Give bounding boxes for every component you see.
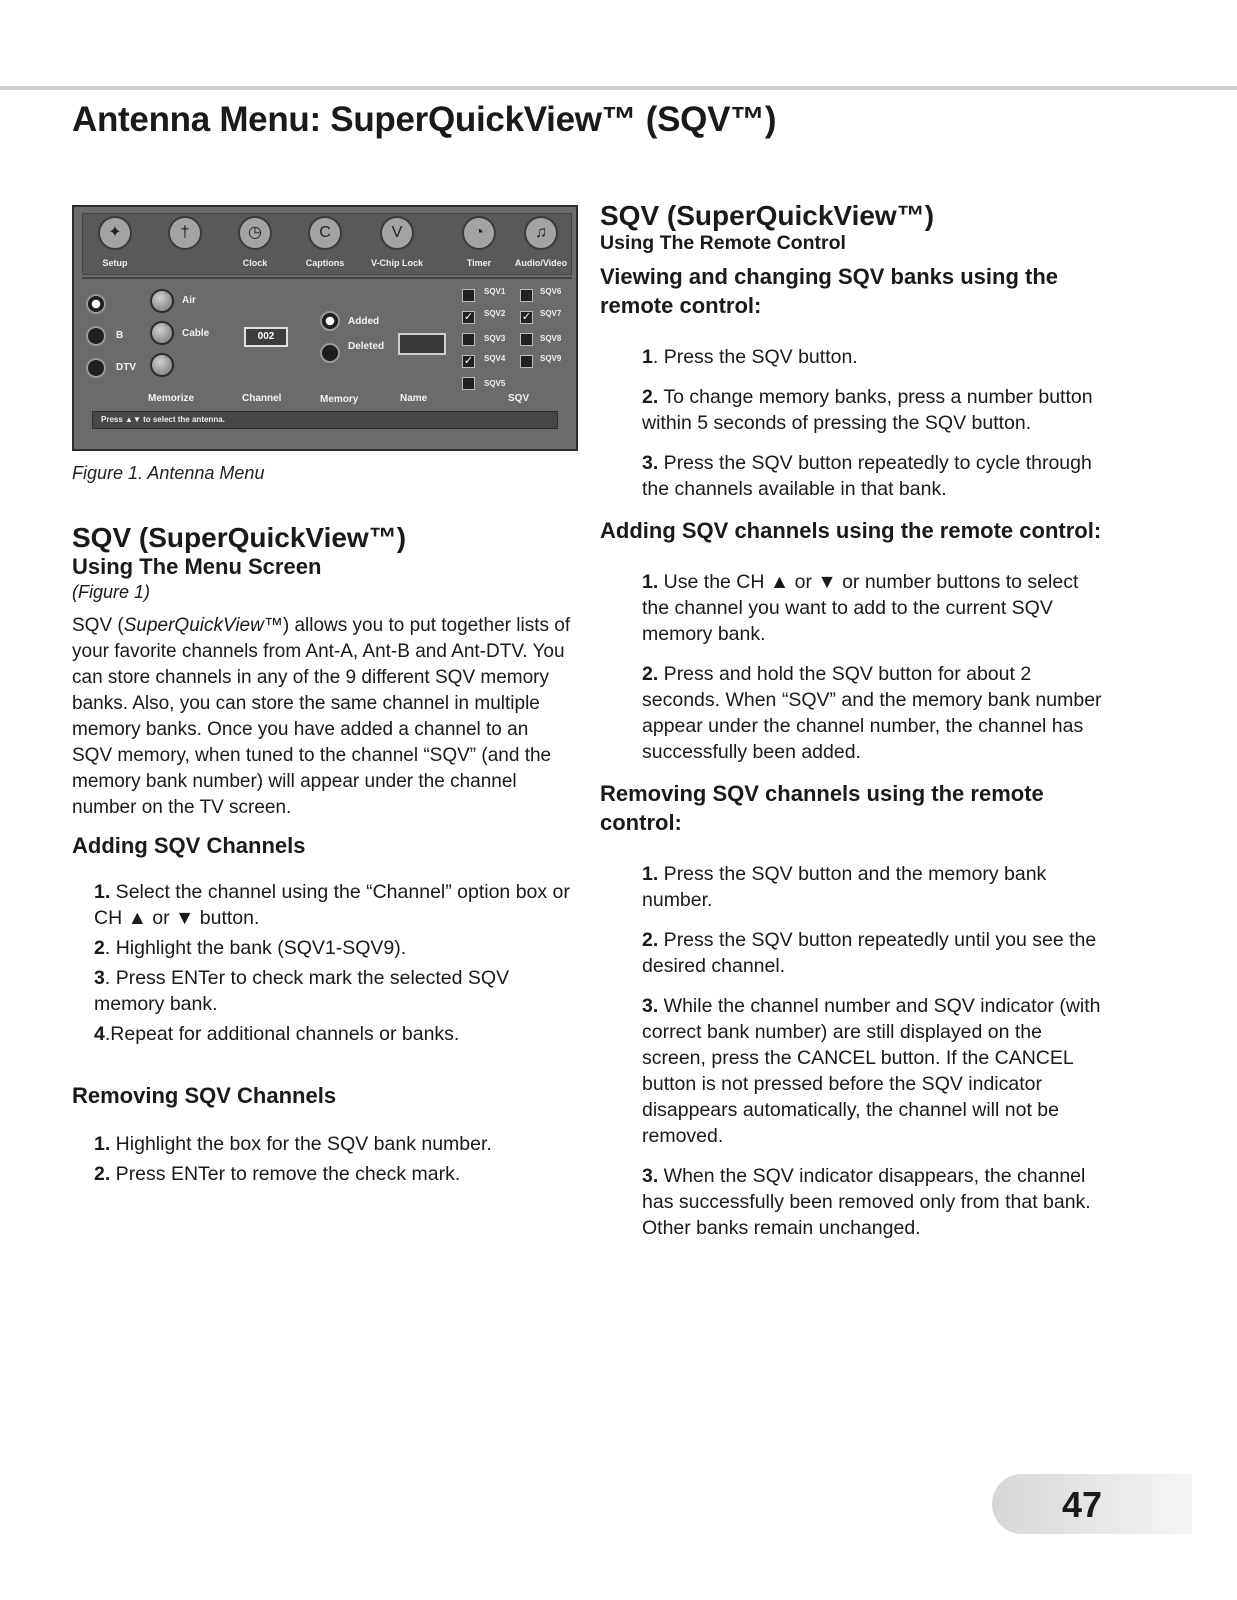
step-number: 2. (642, 663, 659, 685)
step-item (642, 927, 1110, 979)
antenna-b-radio (86, 326, 106, 346)
removing-remote-heading: Removing SQV channels using the remote control: (600, 781, 1044, 835)
step-number: 2. (642, 386, 659, 408)
menu-item-label: Clock (242, 258, 268, 268)
column-label: Channel (242, 393, 282, 404)
step-number: 2 (94, 937, 105, 959)
step-number: 1. (642, 571, 659, 593)
step-item (642, 450, 1110, 502)
adding-remote-steps (600, 569, 1110, 765)
sqv-label: SQV8 (540, 334, 562, 343)
step-text: Press and hold the SQV button for about 2 seconds. When “SQV” and the memory bank number appear under the channel number, the channel has successfully been added. (642, 663, 1102, 763)
captions-icon: C (308, 216, 342, 250)
sqv-label: SQV5 (484, 379, 506, 388)
timer-icon: ◔ (462, 216, 496, 250)
antenna-label: B (116, 330, 124, 341)
menu-item-vchip (365, 216, 429, 268)
menu-item-audio-video (509, 216, 573, 268)
sqv-label: SQV2 (484, 309, 506, 318)
clock-icon: ◷ (238, 216, 272, 250)
column-label: Memory (320, 394, 359, 405)
sqv-label: SQV6 (540, 287, 562, 296)
satellite-icon: ✦ (98, 216, 132, 250)
step-text: . Press ENTer to check mark the selected SQV memory bank. (94, 967, 510, 1015)
step-number: 1. (94, 1133, 111, 1155)
step-number: 1. (94, 881, 111, 903)
step-item (94, 1131, 572, 1157)
step-text: Highlight the box for the SQV bank number. (110, 1133, 492, 1155)
sqv-checkbox (462, 333, 475, 346)
antenna-label: DTV (116, 362, 136, 373)
step-item (642, 661, 1110, 765)
step-item (642, 344, 1110, 370)
step-text: . Highlight the bank (SQV1-SQV9). (104, 937, 407, 959)
left-column (72, 205, 572, 1187)
menu-item-label: Captions (305, 258, 345, 268)
step-item (94, 879, 572, 931)
step-number: 2. (642, 929, 659, 951)
sqv-label: SQV7 (540, 309, 562, 318)
antenna-icon: † (168, 216, 202, 250)
column-label: Memorize (148, 393, 195, 404)
removing-heading: Removing SQV Channels (72, 1083, 337, 1108)
sqv-label: SQV3 (484, 334, 506, 343)
viewing-steps (600, 344, 1110, 502)
intro-text: ™) allows you to put together lists of your favorite channels from Ant-A, Ant-B and Ant-DTV. You can store channels in any of the 9 different SQV memory banks. Also, you can store the same channel in multiple memory banks. Once you have added a channel to an SQV memory, when tuned to the channel “SQV” (and the memory bank number) will appear under the channel number on the TV screen. (72, 615, 571, 818)
step-text: . Press the SQV button. (652, 346, 858, 368)
cable-knob (150, 321, 174, 345)
header-rule (0, 86, 1237, 90)
removing-steps (72, 1131, 572, 1187)
section-heading: SQV (SuperQuickView™) (72, 522, 407, 553)
memorize-knob (150, 353, 174, 377)
memory-label: Added (348, 316, 380, 327)
right-column (600, 200, 1110, 1241)
step-text: .Repeat for additional channels or banks. (104, 1023, 460, 1045)
step-number: 1 (642, 346, 653, 368)
menu-item-label: Setup (102, 258, 128, 268)
status-bar: Press ▲▼ to select the antenna. (92, 411, 558, 429)
step-number: 1. (642, 863, 659, 885)
sqv-label: SQV4 (484, 354, 506, 363)
section-subheading: Using The Remote Control (600, 232, 846, 254)
step-item (642, 861, 1110, 913)
step-number: 3. (642, 995, 659, 1017)
air-knob (150, 289, 174, 313)
menu-item-label: Audio/Video (514, 258, 568, 268)
sqv-checkbox (520, 289, 533, 302)
page-title: Antenna Menu: SuperQuickView™ (SQV™) (72, 100, 777, 139)
column-label: Name (400, 393, 428, 404)
source-label: Cable (182, 328, 210, 339)
adding-remote-heading: Adding SQV channels using the remote control: (600, 518, 1102, 543)
antenna-menu-figure (72, 205, 578, 451)
step-text: Use the CH ▲ or ▼ or number buttons to select the channel you want to add to the current SQV memory bank. (642, 571, 1079, 645)
step-item (94, 935, 572, 961)
figure-reference: (Figure 1) (72, 582, 151, 602)
adding-steps (72, 879, 572, 1047)
name-box (398, 333, 446, 355)
step-item (94, 1021, 572, 1047)
sqv-label: SQV1 (484, 287, 506, 296)
sqv-checkbox (520, 333, 533, 346)
sqv-checkbox (462, 289, 475, 302)
step-text: Press the SQV button repeatedly to cycle through the channels available in that bank. (642, 452, 1092, 500)
step-text: Press the SQV button repeatedly until you see the desired channel. (642, 929, 1097, 977)
column-label: SQV (508, 393, 530, 404)
menu-item-timer (447, 216, 511, 268)
deleted-radio (320, 343, 340, 363)
menu-item-setup (83, 216, 147, 268)
intro-paragraph (72, 613, 572, 821)
sqv-checkbox (462, 377, 475, 390)
sqv-checkbox: ✓ (463, 311, 474, 323)
step-number: 2. (94, 1163, 111, 1185)
menu-item-clock (223, 216, 287, 268)
menu-bar (82, 213, 572, 275)
menu-item-label: Timer (466, 258, 492, 268)
intro-italic: SuperQuickView (123, 615, 264, 636)
menu-item-captions (293, 216, 357, 268)
added-radio (320, 311, 340, 331)
step-item (642, 569, 1110, 647)
step-text: While the channel number and SQV indicator (with correct bank number) are still displayed on the screen, press the CANCEL button. If the CANCEL button is not pressed before the SQV indicator disappears automatically, the channel will not be removed. (642, 995, 1101, 1147)
step-text: Press ENTer to remove the check mark. (110, 1163, 461, 1185)
step-number: 3. (642, 452, 659, 474)
intro-text: SQV ( (72, 615, 124, 636)
viewing-heading: Viewing and changing SQV banks using the remote control: (600, 264, 1058, 318)
page-number-tab (992, 1474, 1192, 1534)
step-text: Press the SQV button and the memory bank number. (642, 863, 1047, 911)
removing-remote-steps (600, 861, 1110, 1241)
section-subheading: Using The Menu Screen (72, 554, 322, 579)
page-number: 47 (1062, 1484, 1103, 1525)
sqv-label: SQV9 (540, 354, 562, 363)
channel-box: 002 (244, 327, 288, 347)
menu-item-antenna (153, 216, 217, 258)
antenna-a-radio (86, 294, 106, 314)
source-label: Air (182, 295, 196, 306)
figure-caption: Figure 1. Antenna Menu (72, 463, 265, 483)
lock-icon: V (380, 216, 414, 250)
sqv-checkbox: ✓ (463, 355, 474, 367)
sqv-checkbox: ✓ (521, 311, 532, 323)
step-item (642, 1163, 1110, 1241)
step-item (642, 993, 1110, 1149)
sqv-checkbox (520, 355, 533, 368)
step-item (642, 384, 1110, 436)
step-text: When the SQV indicator disappears, the channel has successfully been removed only from that bank. Other banks remain unchanged. (642, 1165, 1091, 1239)
menu-item-label: V-Chip Lock (370, 258, 423, 268)
menu-divider (82, 277, 572, 279)
speakers-icon: ♫ (524, 216, 558, 250)
step-item (94, 1161, 572, 1187)
step-text: Select the channel using the “Channel” option box or CH ▲ or ▼ button. (94, 881, 570, 929)
memory-label: Deleted (348, 341, 385, 352)
step-item (94, 965, 572, 1017)
step-number: 3 (94, 967, 105, 989)
adding-heading: Adding SQV Channels (72, 833, 306, 858)
step-text: To change memory banks, press a number button within 5 seconds of pressing the SQV button. (642, 386, 1093, 434)
section-heading: SQV (SuperQuickView™) (600, 200, 935, 231)
step-number: 3. (642, 1165, 659, 1187)
step-number: 4 (94, 1023, 105, 1045)
antenna-dtv-radio (86, 358, 106, 378)
